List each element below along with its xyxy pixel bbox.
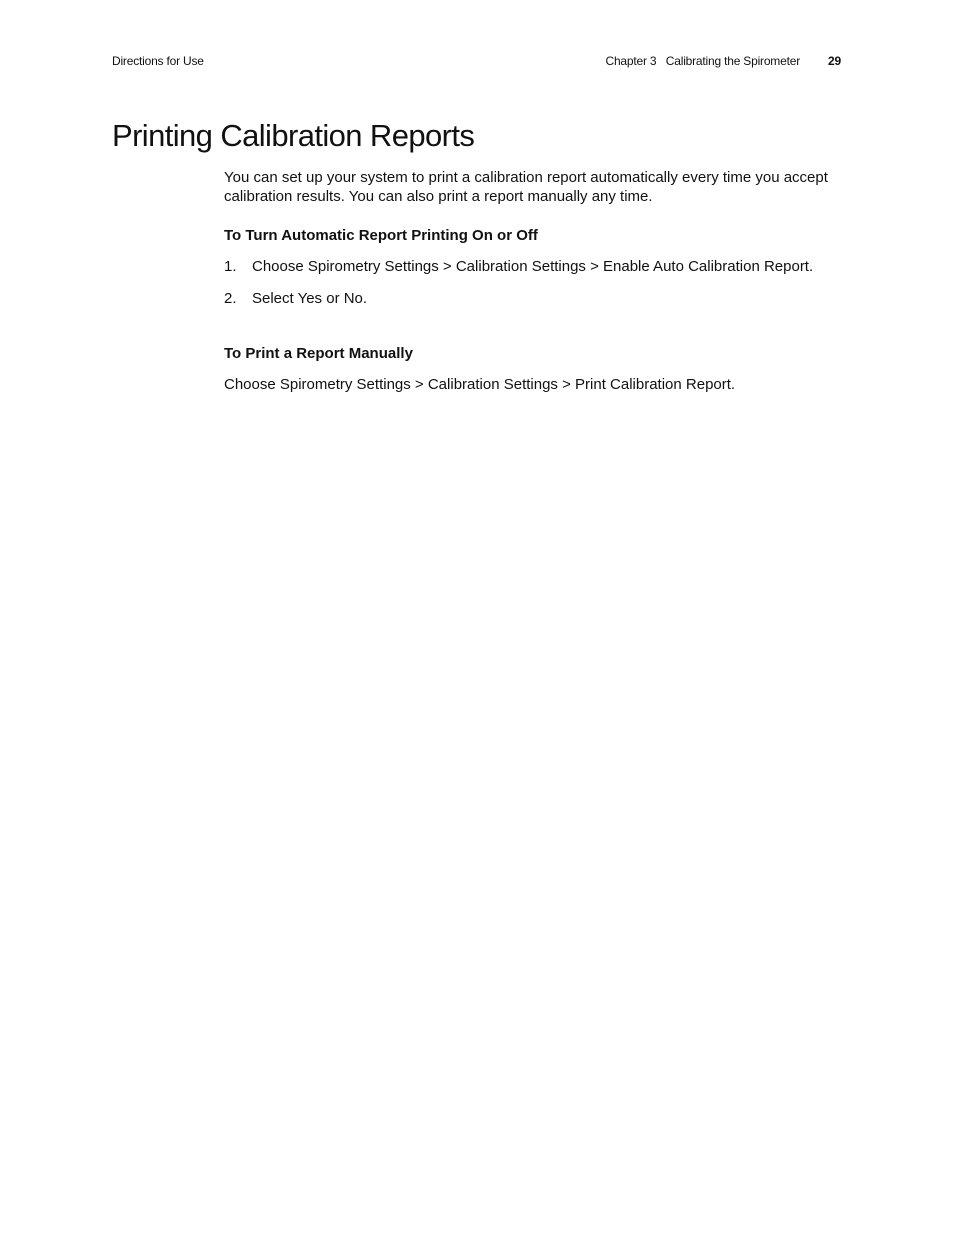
auto-printing-heading: To Turn Automatic Report Printing On or Off bbox=[224, 227, 538, 244]
header-chapter-title: Chapter 3 Calibrating the Spirometer bbox=[605, 54, 800, 68]
intro-paragraph: You can set up your system to print a calibration report automatically every time you accept calibration results. You can also print a report manually any time. bbox=[224, 169, 828, 205]
step-number: 1. bbox=[224, 258, 237, 275]
list-item bbox=[224, 257, 844, 276]
header-document-title: Directions for Use bbox=[112, 54, 204, 68]
running-header bbox=[112, 53, 841, 69]
manual-printing-heading: To Print a Report Manually bbox=[224, 345, 413, 362]
manual-printing-instructions: Choose Spirometry Settings > Calibration Settings > Print Calibration Report. bbox=[224, 376, 736, 393]
list-item bbox=[224, 289, 844, 308]
page-title: Printing Calibration Reports bbox=[112, 118, 475, 153]
step-text: Choose Spirometry Settings > Calibration Settings > Enable Auto Calibration Report. bbox=[252, 258, 814, 275]
steps-list bbox=[224, 257, 844, 308]
page-number: 29 bbox=[828, 54, 841, 68]
step-text: Select Yes or No. bbox=[252, 290, 368, 307]
step-number: 2. bbox=[224, 290, 237, 307]
main-content bbox=[224, 168, 844, 394]
